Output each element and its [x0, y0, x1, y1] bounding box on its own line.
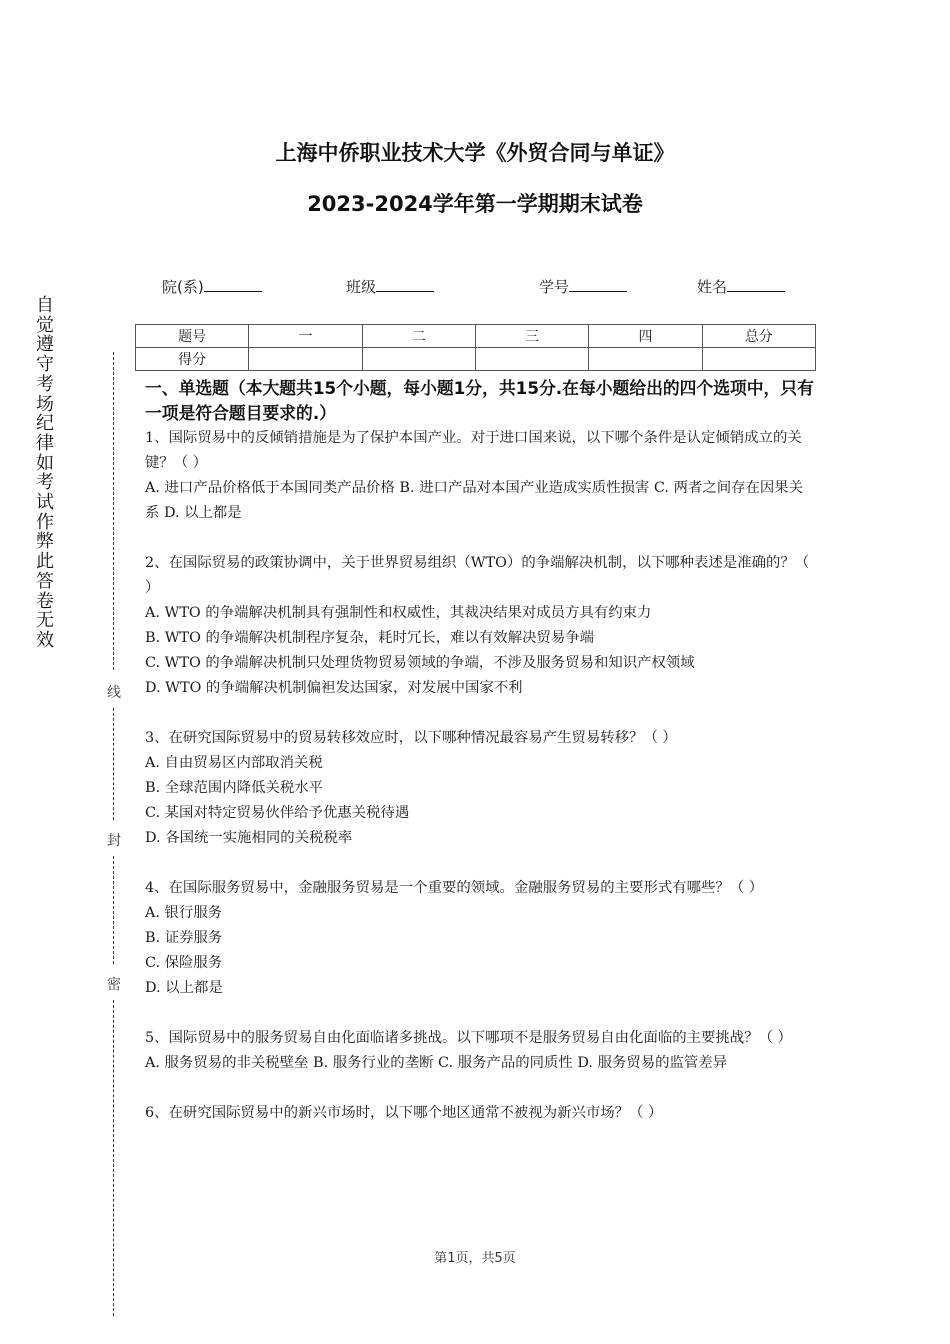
question-3 — [145, 726, 817, 851]
exam-content — [145, 376, 817, 1151]
option-d: D. 以上都是 — [145, 980, 223, 996]
question-stem: 3、在研究国际贸易中的贸易转移效应时，以下哪种情况最容易产生贸易转移？（ ） — [145, 730, 677, 746]
option-d: D. WTO 的争端解决机制偏袒发达国家，对发展中国家不利 — [145, 680, 523, 696]
option-b: B. 全球范围内降低关税水平 — [145, 780, 324, 796]
binding-dashed-line — [113, 352, 114, 670]
name-field[interactable] — [697, 276, 785, 297]
student-id-label: 学号 — [539, 278, 570, 296]
question-stem: 2、在国际贸易的政策协调中，关于世界贸易组织（WTO）的争端解决机制，以下哪种表述是准确的？（ ） — [145, 555, 810, 596]
exam-title: 上海中侨职业技术大学《外贸合同与单证》 — [275, 141, 675, 165]
score-cell-1[interactable] — [249, 348, 362, 371]
binding-mark-line: 线 — [107, 685, 121, 701]
binding-dashed-line — [113, 856, 114, 964]
option-b: B. WTO 的争端解决机制程序复杂，耗时冗长，难以有效解决贸易争端 — [145, 630, 595, 646]
score-cell-total[interactable] — [702, 348, 815, 371]
score-cell-2[interactable] — [362, 348, 475, 371]
class-field[interactable] — [346, 276, 434, 297]
question-options: A. 进口产品价格低于本国同类产品价格 B. 进口产品对本国产业造成实质性损害 C. 两者之间存在因果关系 D. 以上都是 — [145, 480, 804, 521]
option-a: A. WTO 的争端解决机制具有强制性和权威性，其裁决结果对成员方具有约束力 — [145, 605, 652, 621]
header-cell-question-no: 题号 — [136, 325, 249, 348]
class-label: 班级 — [346, 278, 377, 296]
student-id-field[interactable] — [539, 276, 627, 297]
option-a: A. 自由贸易区内部取消关税 — [145, 755, 323, 771]
question-1 — [145, 426, 817, 526]
student-info-row — [0, 276, 950, 298]
section-heading: 一、单选题（本大题共15个小题，每小题1分，共15分.在每小题给出的四个选项中，只有一项是符合题目要求的.） — [145, 378, 814, 423]
header-cell-4: 四 — [589, 325, 702, 348]
binding-dashed-line — [113, 708, 114, 820]
header-cell-2: 二 — [362, 325, 475, 348]
binding-mark-seal: 封 — [107, 833, 121, 849]
name-label: 姓名 — [697, 278, 728, 296]
header-cell-1: 一 — [249, 325, 362, 348]
option-b: B. 证券服务 — [145, 930, 223, 946]
binding-mark-secret: 密 — [107, 977, 121, 993]
question-stem: 4、在国际服务贸易中，金融服务贸易是一个重要的领域。金融服务贸易的主要形式有哪些？（ ） — [145, 880, 764, 896]
header-cell-total: 总分 — [702, 325, 815, 348]
question-2 — [145, 551, 817, 701]
header-cell-3: 三 — [475, 325, 588, 348]
option-c: C. 保险服务 — [145, 955, 223, 971]
question-stem: 6、在研究国际贸易中的新兴市场时，以下哪个地区通常不被视为新兴市场？（ ） — [145, 1105, 663, 1121]
question-4 — [145, 876, 817, 1001]
score-cell-4[interactable] — [589, 348, 702, 371]
question-stem: 5、国际贸易中的服务贸易自由化面临诸多挑战。以下哪项不是服务贸易自由化面临的主要挑战？（ ） — [145, 1030, 792, 1046]
score-table-header-row — [136, 325, 816, 348]
question-stem: 1、国际贸易中的反倾销措施是为了保护本国产业。对于进口国来说，以下哪个条件是认定倾销成立的关键？（ ） — [145, 430, 802, 471]
score-table — [135, 324, 816, 371]
name-blank[interactable] — [727, 276, 785, 292]
binding-warning-text: 自觉遵守考场纪律如考试作弊此答卷无效 — [36, 295, 54, 651]
score-cell-3[interactable] — [475, 348, 588, 371]
binding-dashed-line — [113, 1000, 114, 1316]
option-c: C. 某国对特定贸易伙伴给予优惠关税待遇 — [145, 805, 410, 821]
exam-subtitle: 2023-2024学年第一学期期末试卷 — [307, 192, 643, 216]
class-blank[interactable] — [376, 276, 434, 292]
option-a: A. 银行服务 — [145, 905, 223, 921]
question-5 — [145, 1026, 817, 1076]
student-id-blank[interactable] — [569, 276, 627, 292]
score-table-score-row — [136, 348, 816, 371]
department-blank[interactable] — [204, 276, 262, 292]
option-c: C. WTO 的争端解决机制只处理货物贸易领域的争端，不涉及服务贸易和知识产权领域 — [145, 655, 695, 671]
score-row-label: 得分 — [136, 348, 249, 371]
question-6 — [145, 1101, 817, 1126]
page-number: 第1页，共5页 — [434, 1251, 516, 1266]
department-label: 院(系) — [162, 278, 204, 296]
question-options: A. 服务贸易的非关税壁垒 B. 服务行业的垄断 C. 服务产品的同质性 D. 服务贸易的监管差异 — [145, 1055, 728, 1071]
department-field[interactable] — [162, 276, 262, 297]
option-d: D. 各国统一实施相同的关税税率 — [145, 830, 353, 846]
